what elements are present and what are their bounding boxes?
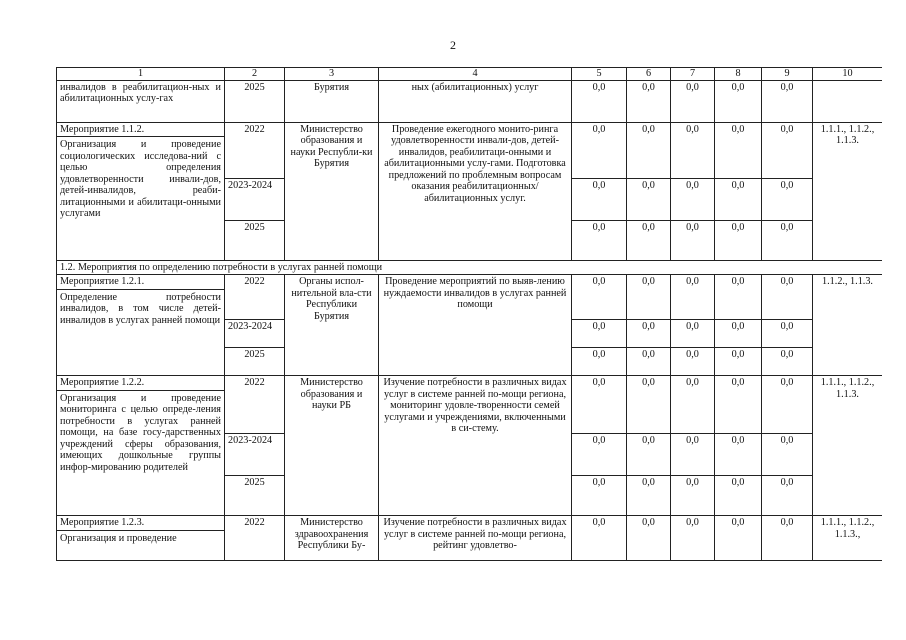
page-number: 2 bbox=[450, 38, 456, 52]
value-cell: 0,0 bbox=[671, 516, 715, 561]
value-cell: 0,0 bbox=[715, 275, 762, 320]
activity-cell bbox=[57, 376, 225, 516]
value-cell: 0,0 bbox=[715, 80, 762, 122]
result-cell: Проведение мероприятий по выяв-лению нуждаемости инвалидов в услугах ранней помощи bbox=[379, 275, 572, 376]
value-cell: 0,0 bbox=[762, 320, 813, 348]
indicator-cell: 1.1.1., 1.1.2., 1.1.3. bbox=[813, 122, 883, 260]
activity-desc: инвалидов в реабилитацион-ных и абилитационных услу-гах bbox=[57, 80, 225, 122]
value-cell: 0,0 bbox=[715, 220, 762, 260]
indicator-cell: 1.1.2., 1.1.3. bbox=[813, 275, 883, 376]
activity-title: Мероприятие 1.1.2. bbox=[57, 124, 224, 138]
program-table bbox=[56, 67, 882, 561]
year-cell: 2022 bbox=[225, 516, 285, 561]
header-cell: 3 bbox=[285, 68, 379, 81]
activity-desc: Организация и проведение социологических исследова-ний с целью определения удовлетворенности инвали-дов, детей-инвалидов, реаби-литационными и абилитаци-онными услугами bbox=[60, 139, 221, 219]
result-cell: Изучение потребности в различных видах услуг в системе ранней по-мощи региона, мониторинг удовле-творенности семей услугами и учреждениями, включенными в си-стему. bbox=[379, 376, 572, 516]
header-row bbox=[57, 68, 883, 81]
value-cell: 0,0 bbox=[627, 476, 671, 516]
header-cell: 5 bbox=[572, 68, 627, 81]
value-cell: 0,0 bbox=[762, 376, 813, 434]
section-title: 1.2. Мероприятия по определению потребности в услугах ранней помощи bbox=[57, 260, 883, 275]
value-cell: 0,0 bbox=[715, 376, 762, 434]
year-cell: 2022 bbox=[225, 376, 285, 434]
table-row bbox=[57, 275, 883, 320]
executor-cell: Бурятия bbox=[285, 80, 379, 122]
value-cell: 0,0 bbox=[671, 434, 715, 476]
value-cell: 0,0 bbox=[572, 348, 627, 376]
value-cell: 0,0 bbox=[671, 376, 715, 434]
value-cell: 0,0 bbox=[715, 348, 762, 376]
header-cell: 10 bbox=[813, 68, 883, 81]
value-cell: 0,0 bbox=[572, 476, 627, 516]
value-cell: 0,0 bbox=[572, 516, 627, 561]
executor-cell: Органы испол-нительной вла-сти Республики Бурятия bbox=[285, 275, 379, 376]
value-cell: 0,0 bbox=[671, 275, 715, 320]
activity-title: Мероприятие 1.2.1. bbox=[57, 276, 224, 290]
activity-title: Мероприятие 1.2.2. bbox=[57, 377, 224, 391]
value-cell: 0,0 bbox=[671, 348, 715, 376]
table-row bbox=[57, 376, 883, 434]
value-cell: 0,0 bbox=[572, 220, 627, 260]
value-cell: 0,0 bbox=[572, 122, 627, 178]
year-cell: 2022 bbox=[225, 275, 285, 320]
executor-cell: Министерство здравоохранения Республики Бу- bbox=[285, 516, 379, 561]
year-cell: 2023-2024 bbox=[225, 434, 285, 476]
value-cell: 0,0 bbox=[762, 434, 813, 476]
result-cell: ных (абилитационных) услуг bbox=[379, 80, 572, 122]
header-cell: 6 bbox=[627, 68, 671, 81]
value-cell: 0,0 bbox=[627, 320, 671, 348]
value-cell: 0,0 bbox=[762, 178, 813, 220]
indicator-cell: 1.1.1., 1.1.2., 1.1.3. bbox=[813, 376, 883, 516]
executor-cell: Министерство образования и науки Республи-ки Бурятия bbox=[285, 122, 379, 260]
result-cell: Изучение потребности в различных видах услуг в системе ранней по-мощи региона, рейтинг удовлетво- bbox=[379, 516, 572, 561]
value-cell: 0,0 bbox=[627, 348, 671, 376]
value-cell: 0,0 bbox=[671, 80, 715, 122]
year-cell: 2023-2024 bbox=[225, 320, 285, 348]
table-row bbox=[57, 122, 883, 178]
indicator-cell bbox=[813, 80, 883, 122]
table-row bbox=[57, 516, 883, 561]
value-cell: 0,0 bbox=[762, 516, 813, 561]
activity-cell bbox=[57, 275, 225, 376]
value-cell: 0,0 bbox=[715, 320, 762, 348]
value-cell: 0,0 bbox=[572, 178, 627, 220]
value-cell: 0,0 bbox=[715, 434, 762, 476]
value-cell: 0,0 bbox=[671, 476, 715, 516]
header-cell: 1 bbox=[57, 68, 225, 81]
value-cell: 0,0 bbox=[572, 80, 627, 122]
value-cell: 0,0 bbox=[572, 275, 627, 320]
value-cell: 0,0 bbox=[627, 275, 671, 320]
executor-cell: Министерство образования и науки РБ bbox=[285, 376, 379, 516]
value-cell: 0,0 bbox=[627, 220, 671, 260]
result-cell: Проведение ежегодного монито-ринга удовлетворенности инвали-дов, детей-инвалидов, реабилитаци-онными и абилитационными услу-гами. Подготовка предложений по проблемным вопросам оказания реабилитационных/абилитационных услуг. bbox=[379, 122, 572, 260]
activity-desc: Определение потребности инвалидов, в том числе детей-инвалидов в услугах ранней помощи bbox=[60, 291, 221, 326]
year-cell: 2022 bbox=[225, 122, 285, 178]
value-cell: 0,0 bbox=[627, 516, 671, 561]
value-cell: 0,0 bbox=[762, 122, 813, 178]
value-cell: 0,0 bbox=[572, 376, 627, 434]
value-cell: 0,0 bbox=[627, 80, 671, 122]
value-cell: 0,0 bbox=[715, 476, 762, 516]
value-cell: 0,0 bbox=[627, 434, 671, 476]
value-cell: 0,0 bbox=[627, 122, 671, 178]
value-cell: 0,0 bbox=[762, 220, 813, 260]
value-cell: 0,0 bbox=[715, 122, 762, 178]
activity-desc: Организация и проведение bbox=[60, 532, 177, 544]
value-cell: 0,0 bbox=[715, 516, 762, 561]
activity-cell bbox=[57, 516, 225, 561]
value-cell: 0,0 bbox=[762, 80, 813, 122]
table-row bbox=[57, 80, 883, 122]
value-cell: 0,0 bbox=[572, 320, 627, 348]
year-cell: 2025 bbox=[225, 80, 285, 122]
value-cell: 0,0 bbox=[671, 320, 715, 348]
activity-cell bbox=[57, 122, 225, 260]
value-cell: 0,0 bbox=[762, 476, 813, 516]
value-cell: 0,0 bbox=[762, 348, 813, 376]
activity-desc: Организация и проведение мониторинга с целью опреде-ления потребности в услугах ранней помощи, на базе госу-дарственных учреждений сферы образования, имеющих дошкольные группы инфор-мированию родителей bbox=[60, 392, 221, 473]
program-table-wrapper bbox=[56, 67, 882, 570]
header-cell: 7 bbox=[671, 68, 715, 81]
year-cell: 2023-2024 bbox=[225, 178, 285, 220]
value-cell: 0,0 bbox=[671, 122, 715, 178]
header-cell: 4 bbox=[379, 68, 572, 81]
value-cell: 0,0 bbox=[572, 434, 627, 476]
header-cell: 8 bbox=[715, 68, 762, 81]
value-cell: 0,0 bbox=[715, 178, 762, 220]
year-cell: 2025 bbox=[225, 348, 285, 376]
value-cell: 0,0 bbox=[762, 275, 813, 320]
header-cell: 2 bbox=[225, 68, 285, 81]
section-row bbox=[57, 260, 883, 275]
value-cell: 0,0 bbox=[671, 178, 715, 220]
activity-title: Мероприятие 1.2.3. bbox=[57, 517, 224, 531]
header-cell: 9 bbox=[762, 68, 813, 81]
value-cell: 0,0 bbox=[627, 376, 671, 434]
value-cell: 0,0 bbox=[627, 178, 671, 220]
value-cell: 0,0 bbox=[671, 220, 715, 260]
indicator-cell: 1.1.1., 1.1.2., 1.1.3., bbox=[813, 516, 883, 561]
year-cell: 2025 bbox=[225, 476, 285, 516]
year-cell: 2025 bbox=[225, 220, 285, 260]
